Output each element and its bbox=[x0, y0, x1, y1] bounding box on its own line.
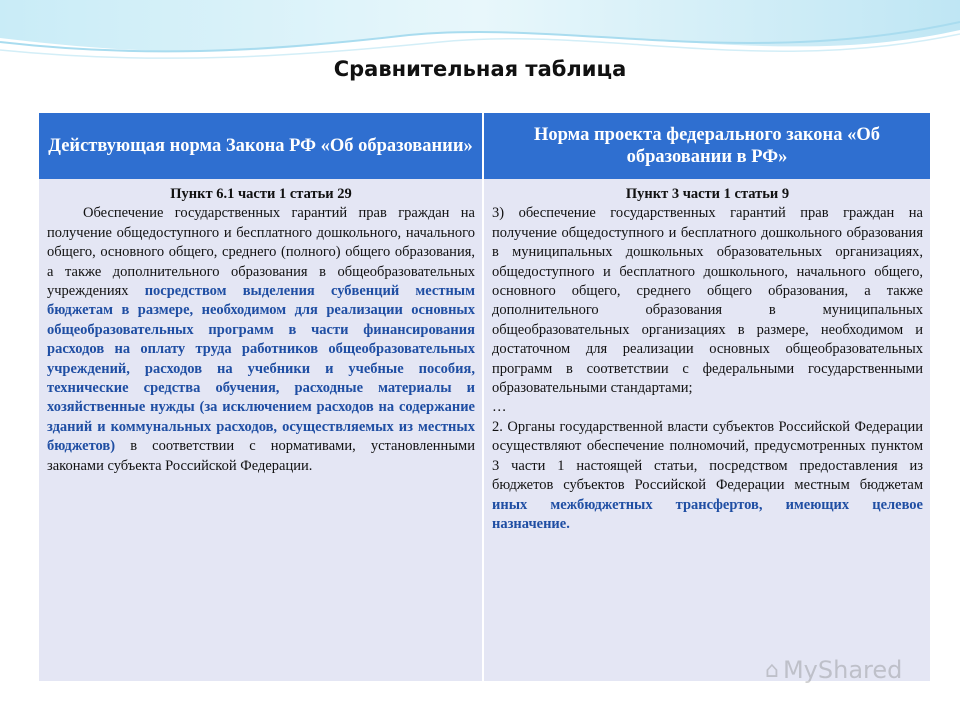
highlighted-text: посредством выделения субвенций местным бюджетам в размере, необходимом для реализации основных общеобразовательных программ в части финансирования расходов на оплату труда работников общеобразовательных учреждений, расходов на учебники и учебные пособия, технические средства обучения, расходные материалы и хозяйственные нужды (за исключением расходов на содержание зданий и коммунальных расходов, осуществляемых из местных бюджетов) bbox=[47, 283, 475, 455]
watermark-text: MyShared bbox=[782, 656, 903, 684]
column-header-draft-law: Норма проекта федерального закона «Об образовании в РФ» bbox=[484, 113, 930, 179]
cell-current-law bbox=[39, 179, 484, 681]
point-title: Пункт 6.1 части 1 статьи 29 bbox=[170, 186, 352, 202]
text-plain: в соответствии с нормативами, установленными законами субъекта Российской Федерации. bbox=[47, 438, 475, 474]
highlighted-text: иных межбюджетных трансфертов, имеющих целевое назначение. bbox=[492, 496, 923, 532]
text-plain: 2. Органы государственной власти субъектов Российской Федерации осуществляют обеспечение полномочий, предусмотренных пунктом 3 части 1 настоящей статьи, посредством предоставления из бюджетов субъектов Российской Федерации местным бюджетам bbox=[492, 418, 923, 494]
paragraph: 3) обеспечение государственных гарантий прав граждан на получение общедоступного и бесплатного дошкольного образования в муниципальных дошкольных образовательных организациях, общедоступного и бесплатного дошкольного, начального общего, основного общего, среднего общего образования, а также дополнительного образования в муниципальных общеобразовательных организациях в размере, необходимом и достаточном для реализации основных общеобразовательных программ в соответствии с федеральными государственными образовательными стандартами; bbox=[492, 205, 923, 397]
paragraph bbox=[47, 204, 475, 476]
text-plain: Обеспечение государственных гарантий прав граждан на получение общедоступного и бесплатного дошкольного, начального общего, основного общего, среднего (полного) общего образования, а также дополнительного образования в общеобразовательных учреждениях bbox=[47, 205, 475, 300]
ellipsis: … bbox=[492, 399, 507, 416]
paragraph bbox=[492, 418, 923, 534]
house-icon: ⌂ bbox=[765, 657, 779, 683]
column-header-current-law: Действующая норма Закона РФ «Об образовании» bbox=[39, 113, 484, 179]
comparison-table bbox=[39, 113, 930, 681]
page-title: Сравнительная таблица bbox=[333, 57, 627, 81]
point-title: Пункт 3 части 1 статьи 9 bbox=[625, 186, 790, 202]
cell-draft-law bbox=[484, 179, 930, 681]
watermark bbox=[765, 656, 902, 684]
